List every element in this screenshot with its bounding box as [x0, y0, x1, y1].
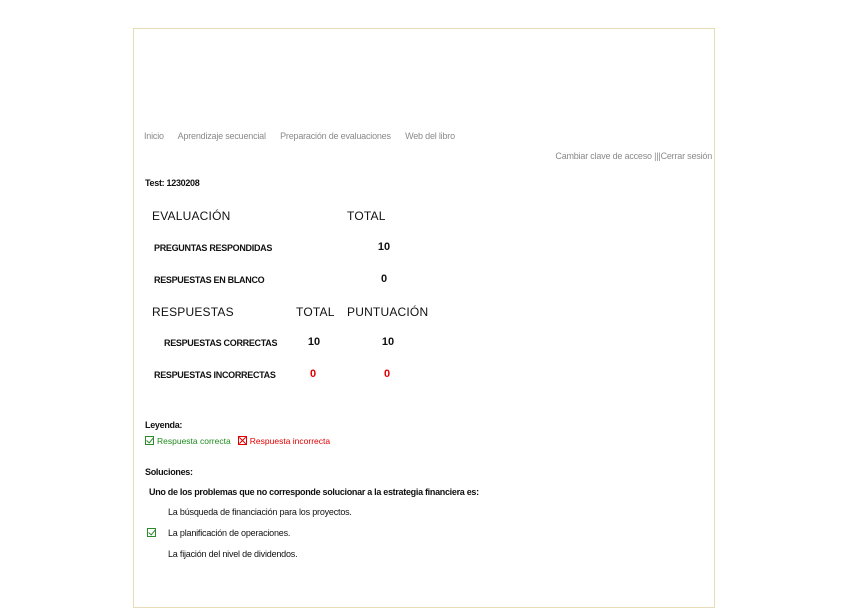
legend [145, 436, 330, 446]
logout-link[interactable]: Cerrar sesión [660, 151, 712, 161]
check-correct-icon [147, 528, 156, 537]
evaluation-total-header: TOTAL [347, 209, 386, 223]
answered-value: 10 [377, 241, 391, 253]
nav-inicio[interactable]: Inicio [144, 131, 164, 141]
option-1: La búsqueda de financiación para los proyectos. [168, 507, 352, 517]
account-links [555, 151, 712, 161]
solutions-title: Soluciones: [145, 467, 193, 477]
blank-label: RESPUESTAS EN BLANCO [154, 275, 265, 285]
incorrect-score: 0 [383, 368, 391, 380]
question-text: Uno de los problemas que no corresponde solucionar a la estrategia financiera es: [149, 487, 479, 497]
account-separator: ||| [654, 151, 661, 161]
answers-total-header: TOTAL [296, 305, 335, 319]
test-id: Test: 1230208 [145, 178, 200, 188]
nav-web-del-libro[interactable]: Web del libro [405, 131, 455, 141]
legend-title: Leyenda: [145, 420, 183, 430]
cross-incorrect-icon [238, 436, 247, 445]
option-3: La fijación del nivel de dividendos. [168, 549, 298, 559]
option-2: La planificación de operaciones. [168, 528, 291, 538]
nav-aprendizaje-secuencial[interactable]: Aprendizaje secuencial [177, 131, 266, 141]
legend-correct: Respuesta correcta [157, 436, 231, 446]
answers-header: RESPUESTAS [152, 305, 234, 319]
correct-score: 10 [381, 336, 395, 348]
correct-label: RESPUESTAS CORRECTAS [164, 338, 278, 348]
change-password-link[interactable]: Cambiar clave de acceso [555, 151, 652, 161]
main-nav [144, 131, 467, 141]
correct-total: 10 [307, 336, 321, 348]
blank-value: 0 [380, 273, 388, 285]
nav-preparacion-evaluaciones[interactable]: Preparación de evaluaciones [280, 131, 391, 141]
legend-incorrect: Respuesta incorrecta [249, 436, 331, 446]
check-correct-icon [145, 436, 154, 445]
incorrect-label: RESPUESTAS INCORRECTAS [154, 370, 276, 380]
answered-label: PREGUNTAS RESPONDIDAS [154, 243, 273, 253]
incorrect-total: 0 [309, 368, 317, 380]
answers-score-header: PUNTUACIÓN [347, 305, 429, 319]
evaluation-header: EVALUACIÓN [152, 209, 231, 223]
